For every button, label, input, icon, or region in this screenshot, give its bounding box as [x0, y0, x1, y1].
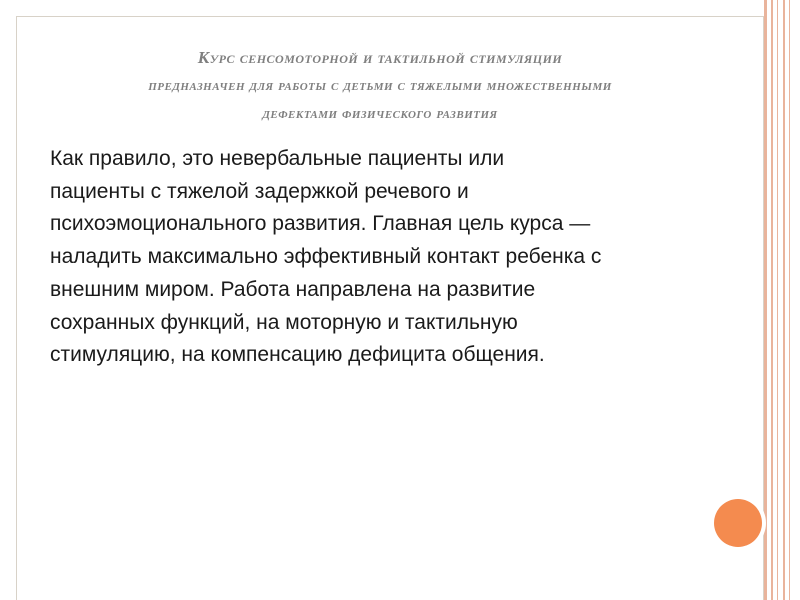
slide-title-line: Курс сенсомоторной и тактильной стимуляции — [197, 48, 563, 67]
decorative-stripe — [783, 0, 785, 600]
body-text-line: пациенты с тяжелой задержкой речевого и — [50, 179, 469, 203]
decorative-stripe — [771, 0, 773, 600]
body-text-line: Как правило, это невербальные пациенты или — [50, 147, 505, 170]
body-text-line: сохранных функций, на моторную и тактильную — [50, 310, 518, 334]
body-text-line: наладить максимально эффективный контакт ребенка с — [50, 245, 602, 269]
body-text-line: стимуляцию, на компенсацию дефицита общения. — [50, 343, 545, 367]
decorative-circle-icon — [714, 499, 762, 547]
slide-title — [40, 44, 720, 128]
decorative-stripe — [764, 0, 767, 600]
slide-title-line: дефектами физического развития — [262, 105, 498, 122]
decorative-stripe — [777, 0, 778, 600]
body-text-line: внешним миром. Работа направлена на развитие — [50, 277, 536, 301]
slide-body-text — [50, 143, 700, 372]
slide-title-line: предназначен для работы с детьми с тяжелыми множественными — [148, 77, 612, 94]
decorative-stripe — [789, 0, 790, 600]
body-text-line: психоэмоционального развития. Главная цель курса — — [50, 212, 591, 236]
